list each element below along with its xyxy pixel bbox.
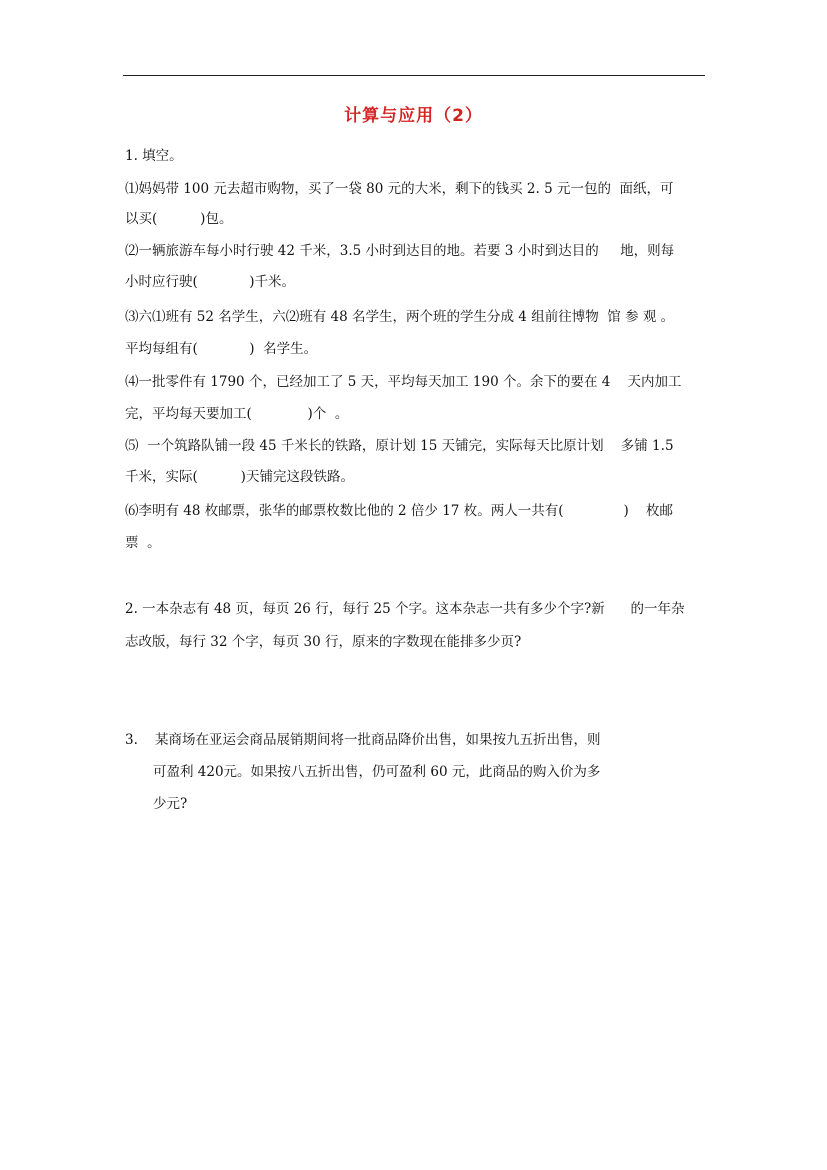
question-1-item-4-line-2: 完，平均每天要加工( )个 。 bbox=[125, 406, 349, 422]
question-1-item-3-line-2: 平均每组有( ) 名学生。 bbox=[125, 341, 318, 357]
question-1-item-2-line-1: ⑵一辆旅游车每小时行驶 42 千米，3.5 小时到达目的地。若要 3 小时到达目的 地，则每 bbox=[125, 243, 675, 259]
question-1-item-5-line-1: ⑸ 一个筑路队铺一段 45 千米长的铁路，原计划 15 天铺完，实际每天比原计划 多铺 1.5 bbox=[125, 438, 674, 454]
question-1-item-1-line-2: 以买( )包。 bbox=[125, 211, 233, 227]
question-3-line-2: 可盈利 420元。如果按八五折出售，仍可盈利 60 元，此商品的购入价为多 bbox=[153, 764, 601, 780]
question-3-line-1: 3. 某商场在亚运会商品展销期间将一批商品降价出售，如果按九五折出售，则 bbox=[125, 732, 601, 748]
question-2-line-2: 志改版，每行 32 个字，每页 30 行，原来的字数现在能排多少页? bbox=[125, 634, 522, 650]
page-title: 计算与应用（2） bbox=[344, 106, 483, 126]
question-1-heading: 1. 填空。 bbox=[125, 148, 183, 164]
question-1-item-6-line-2: 票 。 bbox=[125, 535, 161, 551]
question-1-item-6-line-1: ⑹李明有 48 枚邮票，张华的邮票枚数比他的 2 倍少 17 枚。两人一共有( ) 枚邮 bbox=[125, 503, 673, 519]
question-1-item-4-line-1: ⑷一批零件有 1790 个，已经加工了 5 天，平均每天加工 190 个。余下的要在 4 天内加工 bbox=[125, 374, 682, 390]
question-1-item-5-line-2: 千米，实际( )天铺完这段铁路。 bbox=[125, 469, 354, 485]
question-3-line-3: 少元? bbox=[153, 796, 188, 812]
question-1-item-3-line-1: ⑶六⑴班有 52 名学生，六⑵班有 48 名学生，两个班的学生分成 4 组前往博物 馆 参 观 。 bbox=[125, 309, 675, 325]
question-1-item-1-line-1: ⑴妈妈带 100 元去超市购物，买了一袋 80 元的大米，剩下的钱买 2. 5 元一包的 面纸，可 bbox=[125, 181, 674, 197]
question-1-item-2-line-2: 小时应行驶( )千米。 bbox=[125, 274, 296, 290]
header-rule bbox=[123, 75, 705, 76]
question-2-line-1: 2. 一本杂志有 48 页，每页 26 行，每行 25 个字。这本杂志一共有多少个字?新 的一年杂 bbox=[125, 601, 685, 617]
